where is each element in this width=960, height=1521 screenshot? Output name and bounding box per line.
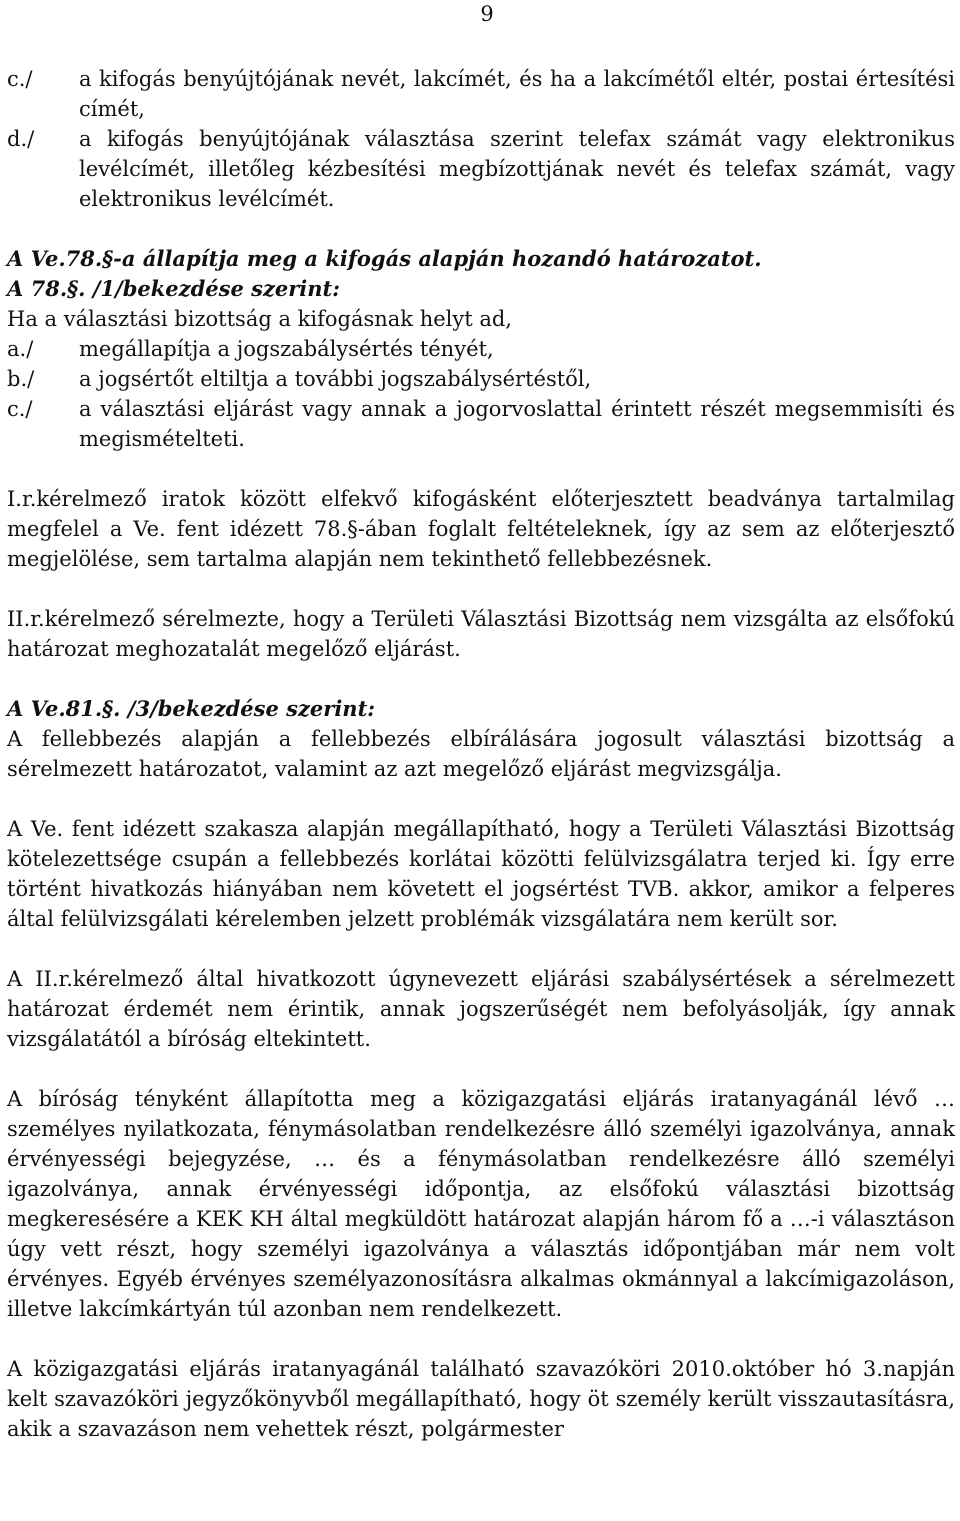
list-item-c2 (7, 394, 955, 454)
paragraph: A fellebbezés alapján a fellebbezés elbírálására jogosult választási bizottság a sérelmezett határozatot, valamint az azt megelőző eljárást megvizsgálja. (7, 727, 955, 781)
list-text: a kifogás benyújtójának nevét, lakcímét, és ha a lakcímétől eltér, postai értesítési címét, (79, 67, 955, 121)
section-heading: A 78.§. /1/bekezdése szerint: (7, 276, 340, 301)
list-item-a (7, 334, 955, 364)
list-text: megállapítja a jogszabálysértés tényét, (79, 337, 494, 361)
page-number: 9 (480, 2, 494, 26)
list-text: a jogsértőt eltiltja a további jogszabálysértéstől, (79, 367, 592, 391)
document-body (7, 0, 955, 1444)
section-heading: A Ve.78.§-a állapítja meg a kifogás alapján hozandó határozatot. (7, 246, 762, 271)
list-label: a./ (7, 337, 34, 361)
list-item-b (7, 364, 955, 394)
paragraph: A Ve. fent idézett szakasza alapján megállapítható, hogy a Területi Választási Bizottság kötelezettsége csupán a fellebbezés korlátai közötti felülvizsgálatra terjed ki. Így erre történt hivatkozás hiányában nem követett el jogsértést TVB. akkor, amikor a felperes által felülvizsgálati kérelemben jelzett problémák vizsgálatára nem került sor. (7, 817, 955, 931)
paragraph: A II.r.kérelmező által hivatkozott úgynevezett eljárási szabálysértések a sérelmezett határozat érdemét nem érintik, annak jogszerűségét nem befolyásolják, így annak vizsgálatától a bíróság eltekintett. (7, 967, 955, 1051)
list-label: d./ (7, 127, 35, 151)
list-label: c./ (7, 397, 33, 421)
paragraph: I.r.kérelmező iratok között elfekvő kifogásként előterjesztett beadványa tartalmilag megfelel a Ve. fent idézett 78.§-ában foglalt feltételeknek, így az sem az előterjesztő megjelölése, sem tartalma alapján nem tekinthető fellebbezésnek. (7, 487, 955, 571)
list-label: c./ (7, 67, 33, 91)
list-item-c (7, 64, 955, 124)
list-label: b./ (7, 367, 35, 391)
paragraph: A közigazgatási eljárás iratanyagánál található szavazóköri 2010.október hó 3.napján kelt szavazóköri jegyzőkönyvből megállapítható, hogy öt személy került visszautasításra, akik a szavazáson nem vehettek részt, polgármester (7, 1357, 955, 1441)
document-page (7, 0, 955, 1444)
list-text: a választási eljárást vagy annak a jogorvoslattal érintett részét megsemmisíti és megismételteti. (79, 397, 955, 451)
section-heading: A Ve.81.§. /3/bekezdése szerint: (7, 696, 376, 721)
paragraph: II.r.kérelmező sérelmezte, hogy a Területi Választási Bizottság nem vizsgálta az elsőfokú határozat meghozatalát megelőző eljárást. (7, 607, 955, 661)
intro-line: Ha a választási bizottság a kifogásnak helyt ad, (7, 307, 512, 331)
list-text: a kifogás benyújtójának választása szerint telefax számát vagy elektronikus levélcímét, illetőleg kézbesítési megbízottjának nevét és telefax számát, vagy elektronikus levélcímét. (79, 127, 955, 211)
list-item-d (7, 124, 955, 214)
paragraph: A bíróság tényként állapította meg a közigazgatási eljárás iratanyagánál lévő … személyes nyilatkozata, fénymásolatban rendelkezésre álló személyi igazolványa, annak érvényességi bejegyzése, … és a fénymásolatban rendelkezésre álló személyi igazolványa, annak érvényességi időpontja, az elsőfokú választási bizottság megkeresésére a KEK KH által megküldött határozat alapján három fő a …-i választáson úgy vett részt, hogy személyi igazolványa a választás időpontjában már nem volt érvényes. Egyéb érvényes személyazonosításra alkalmas okmánnyal a lakcímigazoláson, illetve lakcímkártyán túl azonban nem rendelkezett. (7, 1087, 955, 1321)
